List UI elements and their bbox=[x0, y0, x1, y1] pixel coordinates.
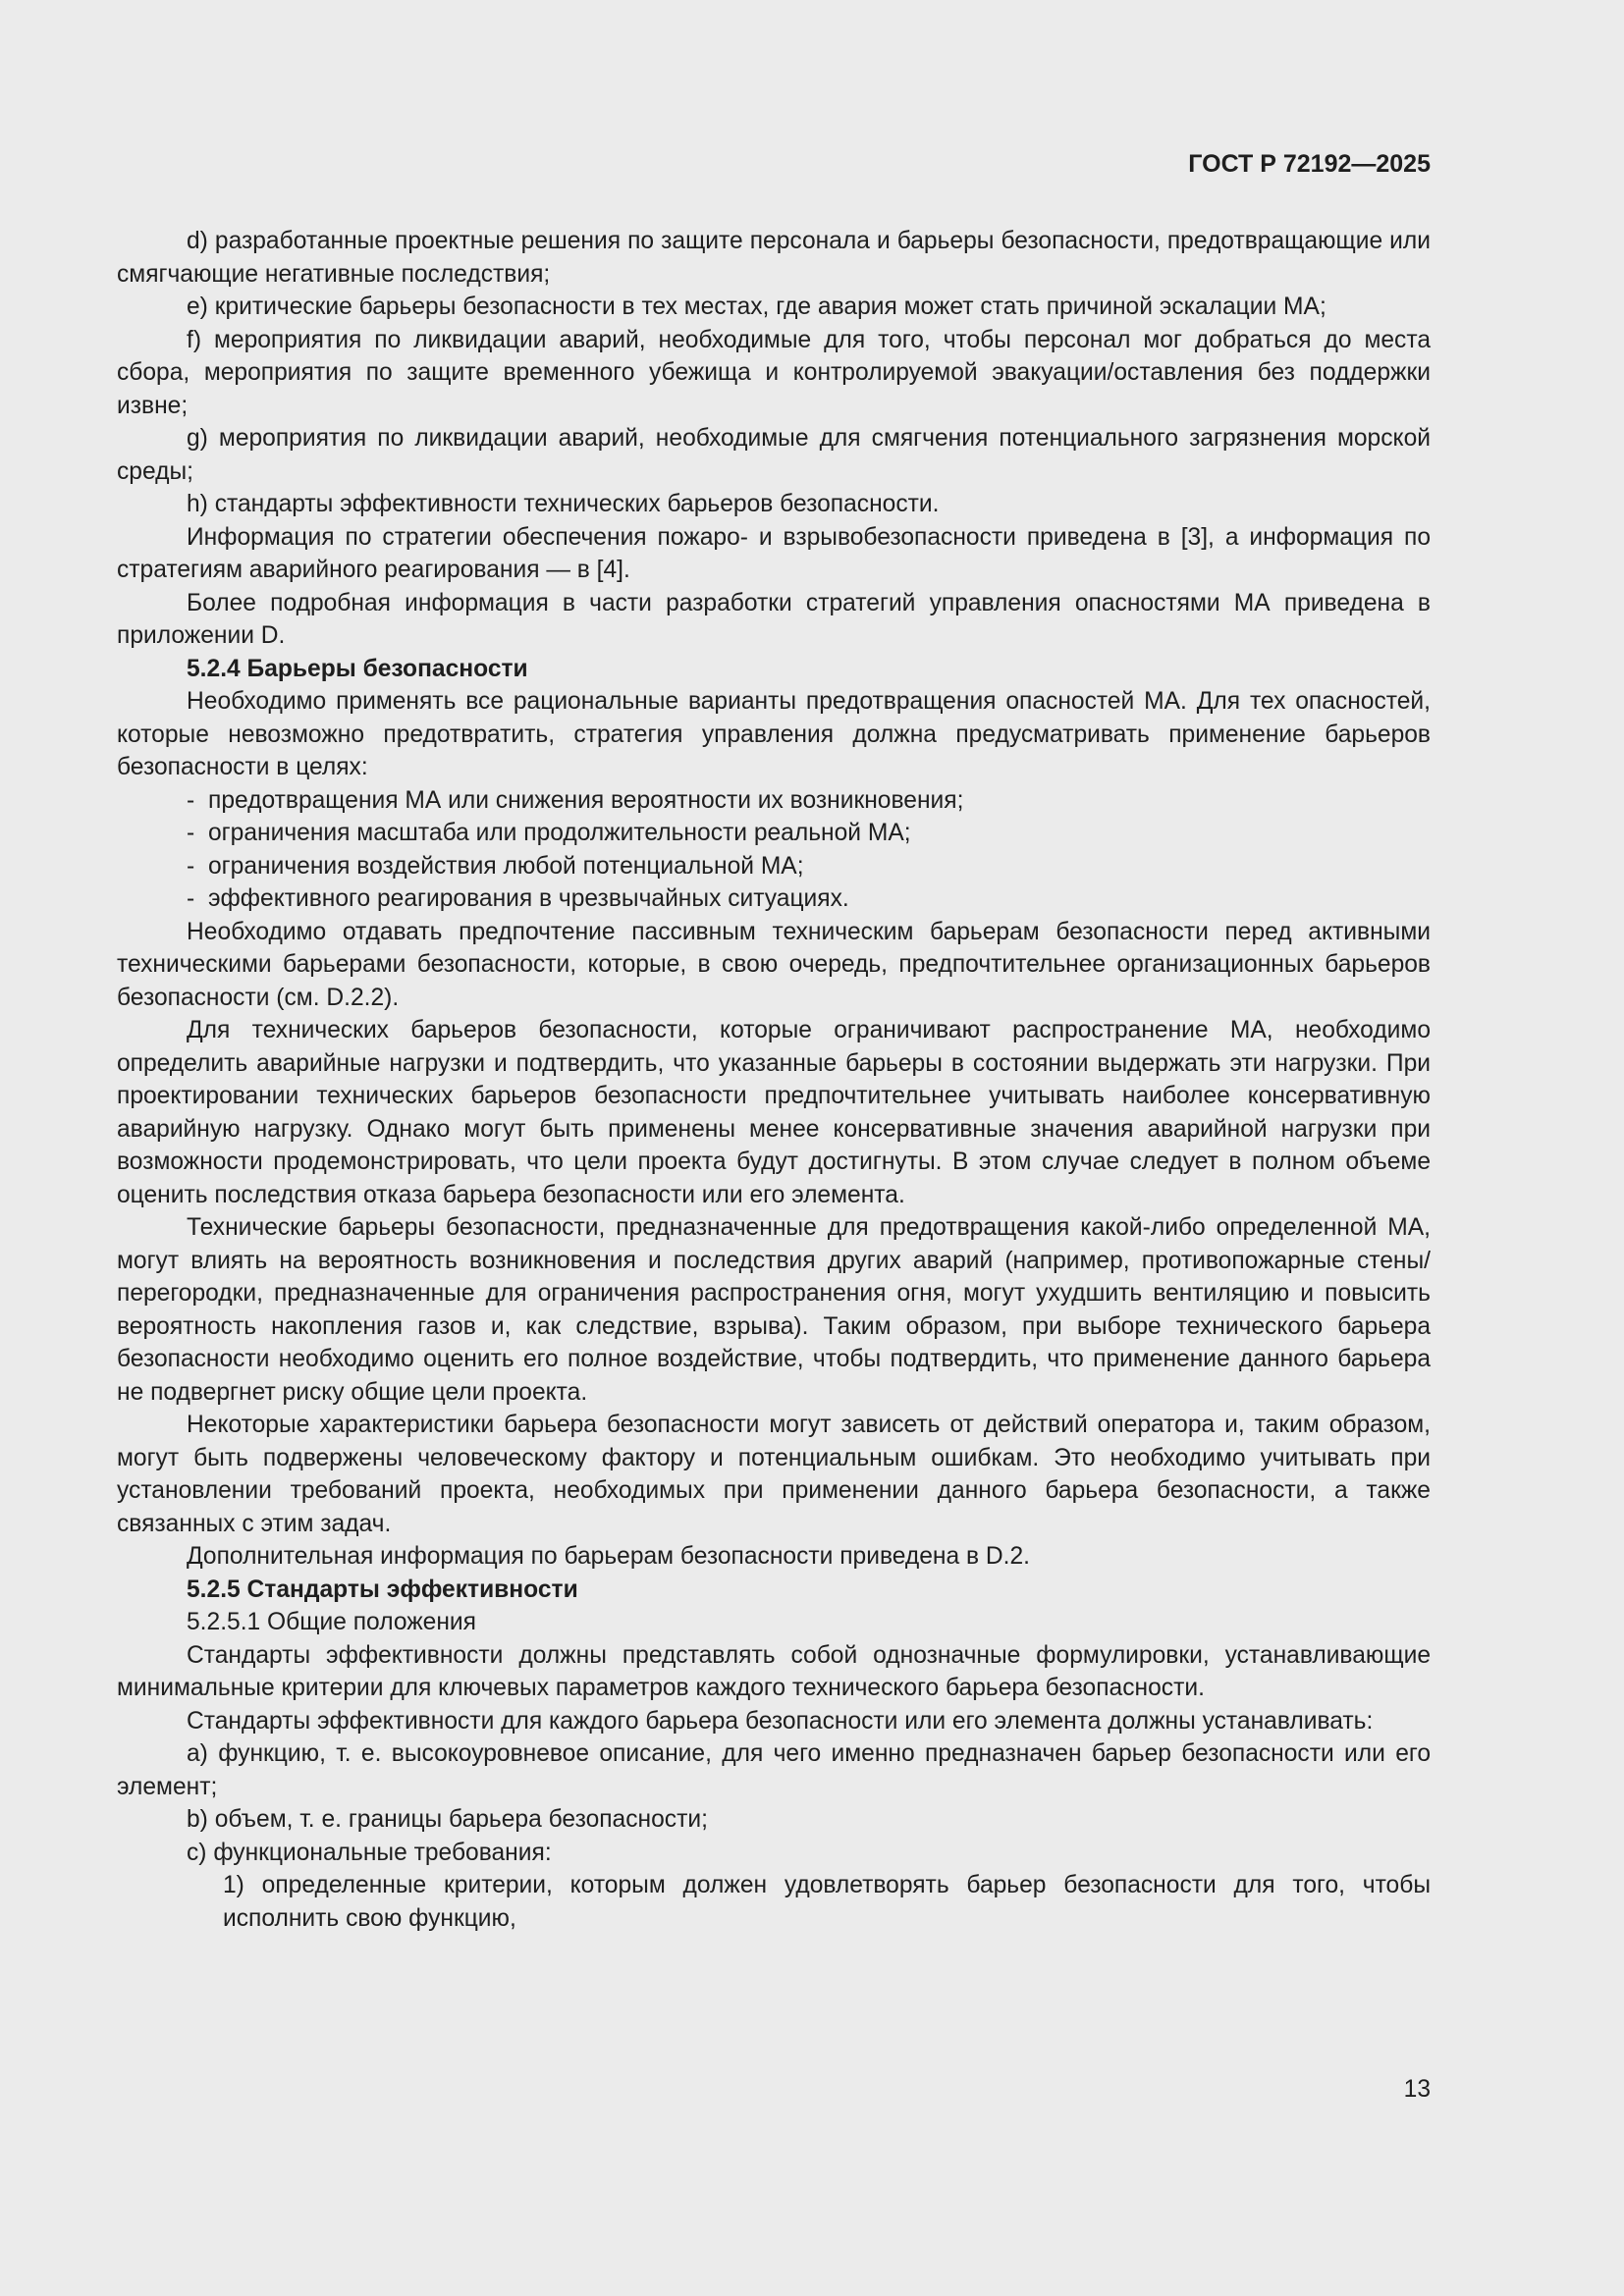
paragraph: Стандарты эффективности для каждого барьера безопасности или его элемента должны устанавливать: bbox=[187, 1707, 1374, 1735]
paragraph: h) стандарты эффективности технических барьеров безопасности. bbox=[187, 491, 940, 517]
page-number: 13 bbox=[1403, 2076, 1431, 2103]
paragraph: Информация по стратегии обеспечения пожаро- и взрывобезопасности приведена в [3], а информация по стратегиям аварийного реагирования — в [4]. bbox=[117, 523, 1431, 583]
list-item: - ограничения масштаба или продолжительности реальной МА; bbox=[187, 820, 911, 846]
paragraph: c) функциональные требования: bbox=[187, 1839, 552, 1866]
numbered-item: 1) определенные критерии, которым должен удовлетворять барьер безопасности для того, чтобы исполнить свою функцию, bbox=[223, 1872, 1431, 1932]
paragraph: Технические барьеры безопасности, предназначенные для предотвращения какой-либо определенной МА, могут влиять на вероятность возникновения и последствия других аварий (например, противопожарные стены/перегородки, предназначенные для ограничения распространения огня, могут ухудшить вентиляцию и повысить вероятность накопления газов и, как следствие, взрыва). Таким образом, при выборе технического барьера безопасности необходимо оценить его полное воздействие, чтобы подтвердить, что применение данного барьера не подвергнет риску общие цели проекта. bbox=[117, 1214, 1431, 1406]
paragraph: Некоторые характеристики барьера безопасности могут зависеть от действий оператора и, таким образом, могут быть подвержены человеческому фактору и потенциальным ошибкам. Это необходимо учитывать при установлении требований проекта, необходимых при применении данного барьера безопасности, а также связанных с этим задач. bbox=[117, 1412, 1431, 1537]
paragraph: f) мероприятия по ликвидации аварий, необходимые для того, чтобы персонал мог добраться до места сбора, мероприятия по защите временного убежища и контролируемой эвакуации/оставления без поддержки извне; bbox=[117, 326, 1431, 419]
paragraph: Более подробная информация в части разработки стратегий управления опасностями МА приведена в приложении D. bbox=[117, 589, 1431, 649]
paragraph: g) мероприятия по ликвидации аварий, необходимые для смягчения потенциального загрязнения морской среды; bbox=[117, 425, 1431, 485]
paragraph: b) объем, т. е. границы барьера безопасности; bbox=[187, 1806, 708, 1833]
paragraph: e) критические барьеры безопасности в тех местах, где авария может стать причиной эскалации МА; bbox=[187, 294, 1326, 320]
paragraph: a) функцию, т. е. высокоуровневое описание, для чего именно предназначен барьер безопасности или его элемент; bbox=[117, 1740, 1431, 1800]
list-item-text: предотвращения МА или снижения вероятности их возникновения; bbox=[208, 786, 964, 814]
list-item: - предотвращения МА или снижения вероятности их возникновения; bbox=[187, 786, 964, 814]
paragraph: Необходимо отдавать предпочтение пассивным техническим барьерам безопасности перед активными техническими барьерами безопасности, которые, в свою очередь, предпочтительнее организационных барьеров безопасности (см. D.2.2). bbox=[117, 918, 1431, 1011]
paragraph: d) разработанные проектные решения по защите персонала и барьеры безопасности, предотвращающие или смягчающие негативные последствия; bbox=[117, 228, 1431, 288]
list-item-text: ограничения воздействия любой потенциальной МА; bbox=[208, 852, 804, 880]
list-item-text: эффективного реагирования в чрезвычайных ситуациях. bbox=[208, 885, 849, 912]
section-heading: 5.2.4 Барьеры безопасности bbox=[187, 655, 528, 682]
list-item-text: ограничения масштаба или продолжительности реальной МА; bbox=[208, 820, 911, 846]
paragraph: Необходимо применять все рациональные варианты предотвращения опасностей МА. Для тех опасностей, которые невозможно предотвратить, стратегия управления должна предусматривать применение барьеров безопасности в целях: bbox=[117, 688, 1431, 780]
document-header: ГОСТ Р 72192—2025 bbox=[1188, 150, 1431, 178]
document-body bbox=[117, 225, 1431, 1935]
list-item: - ограничения воздействия любой потенциальной МА; bbox=[187, 852, 804, 880]
paragraph: Для технических барьеров безопасности, которые ограничивают распространение МА, необходимо определить аварийные нагрузки и подтвердить, что указанные барьеры в состоянии выдержать эти нагрузки. При проектировании технических барьеров безопасности предпочтительнее учитывать наиболее консервативную аварийную нагрузку. Однако могут быть применены менее консервативные значения аварийной нагрузки при возможности продемонстрировать, что цели проекта будут достигнуты. В этом случае следует в полном объеме оценить последствия отказа барьера безопасности или его элемента. bbox=[117, 1017, 1431, 1208]
paragraph: Стандарты эффективности должны представлять собой однозначные формулировки, устанавливающие минимальные критерии для ключевых параметров каждого технического барьера безопасности. bbox=[117, 1641, 1431, 1701]
subsection-heading: 5.2.5.1 Общие положения bbox=[187, 1609, 476, 1635]
section-heading: 5.2.5 Стандарты эффективности bbox=[187, 1575, 578, 1603]
list-item: - эффективного реагирования в чрезвычайных ситуациях. bbox=[187, 885, 849, 912]
paragraph: Дополнительная информация по барьерам безопасности приведена в D.2. bbox=[187, 1543, 1031, 1570]
